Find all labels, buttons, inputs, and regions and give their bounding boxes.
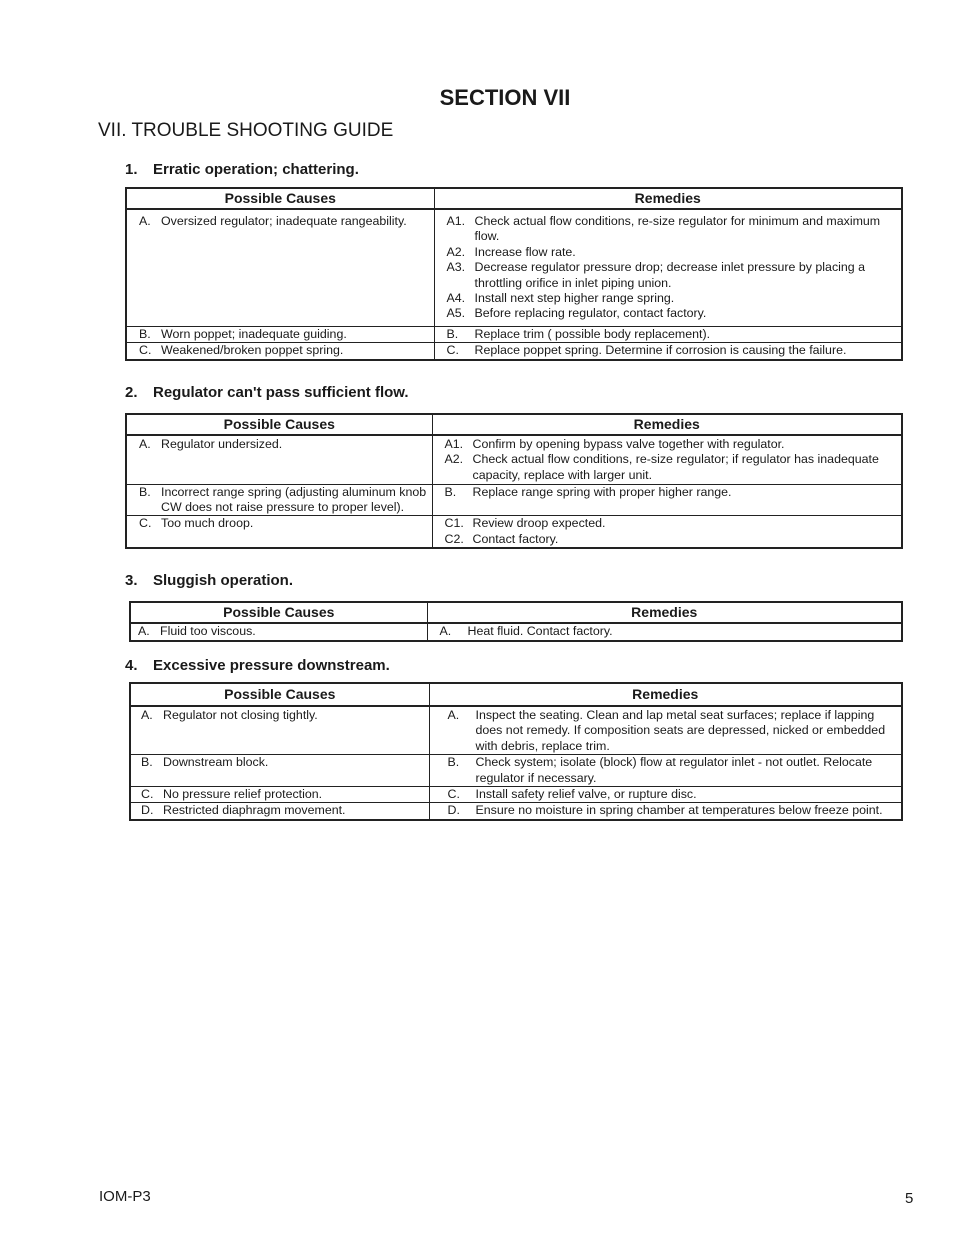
remedy-cell	[429, 706, 902, 755]
cause-cell	[130, 803, 429, 820]
subsection-2-heading	[125, 384, 409, 401]
remedy-item	[433, 532, 898, 547]
cause-cell	[126, 435, 432, 484]
subsection-title: Excessive pressure downstream.	[153, 657, 390, 674]
cause-item	[131, 624, 423, 639]
item-label: C.	[139, 342, 152, 357]
item-label: A.	[139, 214, 151, 228]
remedy-item	[435, 291, 898, 306]
item-label: A2.	[446, 244, 466, 259]
item-label: A.	[139, 437, 151, 451]
item-label: A1.	[444, 437, 464, 451]
subsection-3-heading	[125, 572, 293, 589]
item-text: Weakened/broken poppet spring.	[161, 342, 344, 357]
item-label: A5.	[446, 306, 466, 321]
cause-item	[127, 485, 428, 516]
item-text: Review droop expected.	[472, 516, 606, 531]
item-label: D.	[447, 803, 460, 818]
item-text: Before replacing regulator, contact factory.	[474, 306, 707, 321]
table-row	[130, 706, 902, 755]
cause-cell	[130, 706, 429, 755]
item-text: Incorrect range spring (adjusting aluminum knob CW does not raise pressure to proper level).	[161, 484, 427, 514]
item-label: B.	[444, 484, 457, 499]
item-label: A.	[439, 624, 452, 638]
remedy-item	[428, 624, 898, 639]
item-label: A.	[447, 708, 460, 722]
item-text: Regulator not closing tightly.	[163, 708, 318, 722]
cause-item	[131, 787, 425, 802]
item-label: C.	[447, 787, 460, 802]
item-text: Install safety relief valve, or rupture disc.	[475, 787, 697, 802]
item-text: Check actual flow conditions, re-size regulator; if regulator has inadequate capacity, replace with larger unit.	[472, 452, 879, 482]
remedy-cell	[434, 342, 902, 360]
subsection-number: 3.	[125, 572, 138, 589]
troubleshooting-table-3	[129, 601, 903, 642]
remedy-cell	[429, 755, 902, 787]
item-label: C2.	[444, 531, 464, 546]
table-row	[126, 435, 902, 484]
header-possible-causes: Possible Causes	[130, 602, 427, 623]
item-text: Oversized regulator; inadequate rangeability.	[161, 214, 407, 228]
item-text: No pressure relief protection.	[163, 787, 323, 802]
cause-cell	[126, 516, 432, 548]
remedy-item	[435, 327, 898, 342]
item-text: Install next step higher range spring.	[474, 291, 675, 306]
item-text: Fluid too viscous.	[160, 624, 256, 638]
item-text: Ensure no moisture in spring chamber at temperatures below freeze point.	[475, 803, 883, 818]
cause-item	[127, 327, 430, 342]
item-text: Worn poppet; inadequate guiding.	[161, 326, 347, 341]
remedy-cell	[432, 484, 902, 516]
cause-item	[131, 707, 425, 723]
cause-item	[131, 755, 425, 770]
cause-cell	[126, 484, 432, 516]
remedy-item	[430, 803, 898, 818]
item-label: C.	[139, 516, 152, 531]
item-text: Regulator undersized.	[161, 437, 283, 451]
remedy-item	[433, 452, 898, 483]
troubleshooting-table-1	[125, 187, 903, 361]
item-text: Increase flow rate.	[474, 244, 576, 259]
header-remedies: Remedies	[427, 602, 902, 623]
cause-cell	[130, 755, 429, 787]
item-text: Inspect the seating. Clean and lap metal seat surfaces; replace if lapping does not remedy. If composition seats are depressed, nicked or embedded with debris, replace trim.	[475, 708, 886, 753]
cause-cell	[126, 209, 434, 326]
cause-item	[127, 343, 430, 358]
subsection-1-heading	[125, 161, 359, 178]
troubleshooting-table-4	[129, 682, 903, 821]
cause-cell	[130, 623, 427, 641]
subsection-title: Sluggish operation.	[153, 572, 294, 589]
item-label: C.	[446, 342, 459, 357]
remedy-cell	[429, 787, 902, 803]
item-label: A1.	[446, 214, 466, 228]
item-text: Replace trim ( possible body replacement).	[474, 326, 711, 341]
cause-item	[127, 210, 430, 229]
cause-cell	[126, 342, 434, 360]
cause-item	[131, 803, 425, 818]
item-text: Contact factory.	[472, 531, 559, 546]
table-row	[130, 787, 902, 803]
table-row	[126, 516, 902, 548]
header-possible-causes: Possible Causes	[130, 683, 429, 706]
section-title: SECTION VII	[439, 85, 571, 110]
remedy-item	[435, 214, 898, 245]
item-text: Replace poppet spring. Determine if corrosion is causing the failure.	[474, 342, 847, 357]
document-code: IOM-P3	[99, 1188, 151, 1205]
subsection-title: Regulator can't pass sufficient flow.	[153, 384, 409, 401]
remedy-item	[435, 245, 898, 260]
header-possible-causes: Possible Causes	[126, 188, 434, 209]
table-row	[126, 342, 902, 360]
subsection-number: 1.	[125, 161, 138, 178]
header-remedies: Remedies	[434, 188, 902, 209]
item-text: Restricted diaphragm movement.	[163, 803, 346, 818]
remedy-item	[430, 787, 898, 802]
cause-cell	[130, 787, 429, 803]
subsection-number: 4.	[125, 657, 138, 674]
header-remedies: Remedies	[429, 683, 902, 706]
cause-item	[127, 436, 428, 452]
remedy-cell	[432, 516, 902, 548]
table-row	[126, 484, 902, 516]
cause-cell	[126, 326, 434, 342]
guide-title: VII. TROUBLE SHOOTING GUIDE	[98, 120, 394, 141]
page-number: 5	[905, 1190, 914, 1207]
table-row	[126, 326, 902, 342]
remedy-item	[435, 343, 898, 358]
remedy-item	[433, 516, 898, 531]
item-label: D.	[141, 803, 154, 818]
remedy-item	[435, 306, 898, 321]
item-text: Check system; isolate (block) flow at regulator inlet - not outlet. Relocate regulator if necessary.	[475, 755, 873, 785]
remedy-item	[430, 707, 898, 754]
remedy-item	[433, 485, 898, 500]
item-text: Heat fluid. Contact factory.	[467, 624, 613, 638]
item-label: A.	[138, 624, 150, 638]
remedy-cell	[434, 326, 902, 342]
table-row	[130, 803, 902, 820]
table-row	[130, 755, 902, 787]
remedy-item	[430, 755, 898, 786]
subsection-title: Erratic operation; chattering.	[153, 161, 359, 178]
item-label: B.	[141, 755, 153, 770]
remedy-cell	[429, 803, 902, 820]
subsection-number: 2.	[125, 384, 138, 401]
item-label: C1.	[444, 516, 464, 531]
item-label: B.	[446, 326, 459, 341]
item-label: A.	[141, 708, 153, 722]
item-text: Replace range spring with proper higher range.	[472, 484, 732, 499]
table-row	[130, 623, 902, 641]
subsection-4-heading	[125, 657, 390, 674]
item-text: Too much droop.	[161, 516, 254, 531]
header-possible-causes: Possible Causes	[126, 414, 432, 435]
item-label: A2.	[444, 452, 464, 467]
item-text: Confirm by opening bypass valve together with regulator.	[472, 437, 785, 451]
item-text: Check actual flow conditions, re-size regulator for minimum and maximum flow.	[474, 214, 881, 244]
remedy-cell	[427, 623, 902, 641]
item-label: B.	[139, 484, 151, 499]
item-label: A3.	[446, 260, 466, 275]
remedy-item	[433, 437, 898, 452]
remedy-item	[435, 260, 898, 291]
cause-item	[127, 516, 428, 531]
table-row	[126, 209, 902, 326]
item-label: A4.	[446, 291, 466, 306]
item-text: Downstream block.	[163, 755, 269, 770]
remedy-cell	[432, 435, 902, 484]
remedy-cell	[434, 209, 902, 326]
header-remedies: Remedies	[432, 414, 902, 435]
troubleshooting-table-2	[125, 413, 903, 549]
item-label: C.	[141, 787, 154, 802]
item-label: B.	[447, 755, 460, 770]
item-label: B.	[139, 326, 151, 341]
item-text: Decrease regulator pressure drop; decrease inlet pressure by placing a throttling orifice in inlet piping union.	[474, 260, 866, 290]
